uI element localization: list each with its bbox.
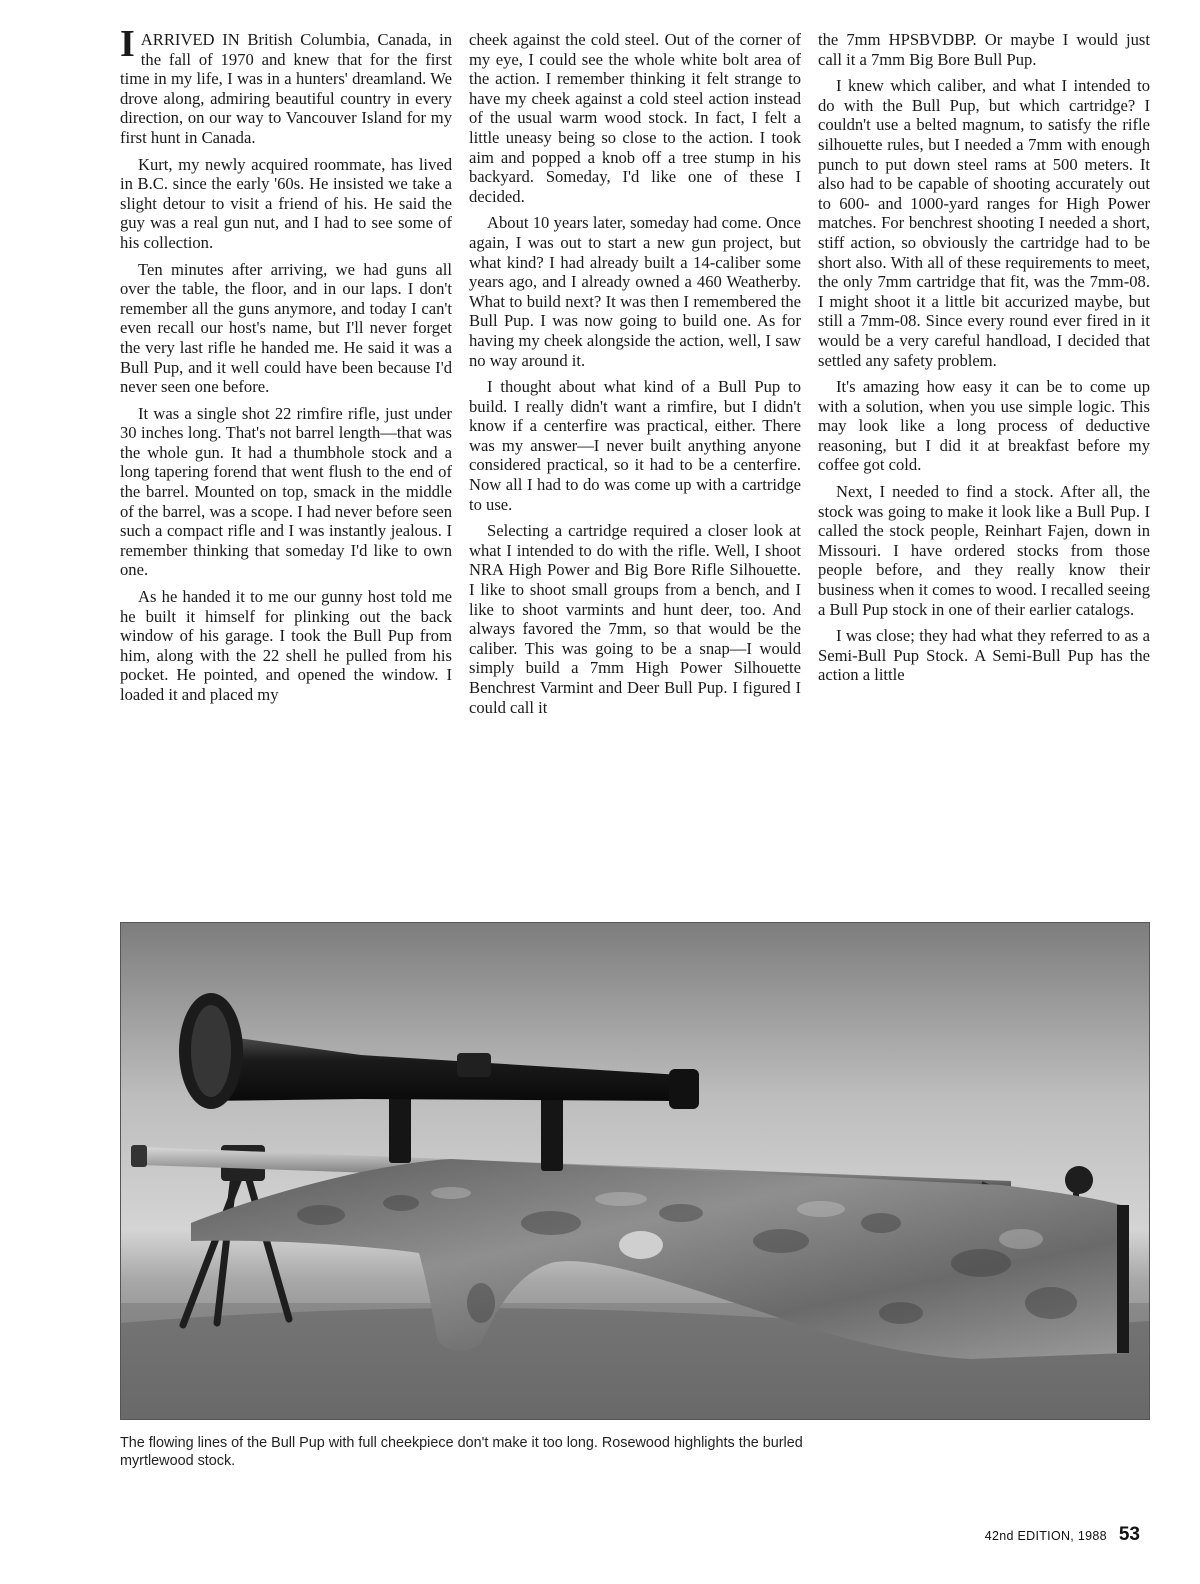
drop-cap: I — [120, 30, 135, 65]
paragraph: Selecting a cartridge required a closer look at what I intended to do with the rifle. Well, I shoot NRA High Power and Big Bore Rifle Silhouette. I like to shoot small groups from a bench, and I like to shoot varmints and hunt deer, too. And always favored the 7mm, so that would be the caliber. This was going to be a snap—I would simply build a 7mm High Power Silhouette Benchrest Varmint and Deer Bull Pup. I figured I could call it — [469, 521, 801, 717]
paragraph: the 7mm HPSBVDBP. Or maybe I would just call it a 7mm Big Bore Bull Pup. — [818, 30, 1150, 69]
photo-caption: The flowing lines of the Bull Pup with full cheekpiece don't make it too long. Rosewood highlights the burled myrtlewood stock. — [120, 1435, 803, 1469]
paragraph: Ten minutes after arriving, we had guns all over the table, the floor, and in our laps. I don't remember all the guns anymore, and today I can't even recall our host's name, but I'll never forget the very last rifle he handed me. He said it was a Bull Pup, and it well could have been because I'd never seen one before. — [120, 259, 452, 397]
bull-pup-rifle-illustration — [121, 923, 1149, 1419]
rifle-photo — [120, 922, 1150, 1420]
column-1 — [120, 30, 452, 910]
paragraph: As he handed it to me our gunny host told me he built it himself for plinking out the back window of his garage. I took the Bull Pup from him, along with the 22 shell he pulled from his pocket. He pointed, and opened the window. I loaded it and placed my — [120, 587, 452, 704]
paragraph: I thought about what kind of a Bull Pup to build. I really didn't want a rimfire, but I didn't know if a centerfire was practical, either. There was my answer—I never built anything anyone considered practical, so it had to be a centerfire. Now all I had to do was come up with a cartridge to use. — [469, 377, 801, 514]
paragraph: It was a single shot 22 rimfire rifle, just under 30 inches long. That's not barrel length—that was the whole gun. It had a thumbhole stock and a long tapering forend that went flush to the end of the barrel. Mounted on top, smack in the middle of the barrel, was a scope. I had never before seen such a compact rifle and I was instantly jealous. I remember thinking that someday I'd like to own one. — [120, 403, 452, 580]
column-3 — [818, 30, 1150, 910]
paragraph: It's amazing how easy it can be to come up with a solution, when you use simple logic. This may look like a long process of deductive reasoning, but I did it at breakfast before my coffee got cold. — [818, 377, 1150, 475]
page-number: 53 — [1118, 1524, 1140, 1545]
page-footer — [985, 1524, 1140, 1546]
edition-label: 42nd EDITION, 1988 — [984, 1529, 1107, 1543]
paragraph: I knew which caliber, and what I intended to do with the Bull Pup, but which cartridge? I couldn't use a belted magnum, to satisfy the rifle silhouette rules, but I needed a 7mm with enough punch to put down steel rams at 500 meters. It also had to be capable of shooting accurately out to 600- and 1000-yard ranges for High Power matches. For benchrest shooting I needed a short, stiff action, so obviously the cartridge had to be short also. With all of these requirements to meet, the only 7mm cartridge that fit, was the 7mm-08. I might shoot it a little bit accurized maybe, but still a 7mm-08. Since every round ever fired in it would be a very careful handload, I decided that settled any safety problem. — [818, 76, 1150, 370]
paragraph: cheek against the cold steel. Out of the corner of my eye, I could see the whole white bolt area of the action. I remember thinking it felt strange to have my cheek against a cold steel action instead of the usual warm wood stock. In fact, I felt a little uneasy being so close to the action. I took aim and popped a knob off a tree stump in his backyard. Someday, I'd like one of these I decided. — [469, 30, 801, 206]
paragraph-text: ARRIVED IN British Columbia, Canada, in the fall of 1970 and knew that for the first time in my life, I was in a hunters' dreamland. We drove along, admiring beautiful country in every direction, on our way to Vancouver Island for my first hunt in Canada. — [120, 30, 452, 147]
paragraph: Next, I needed to find a stock. After all, the stock was going to make it look like a Bull Pup. I called the stock people, Reinhart Fajen, down in Missouri. I have ordered stocks from those people before, and they really know their business when it comes to wood. I recalled seeing a Bull Pup stock in one of their earlier catalogs. — [818, 482, 1150, 619]
column-2 — [469, 30, 801, 910]
paragraph: I was close; they had what they referred to as a Semi-Bull Pup Stock. A Semi-Bull Pup has the action a little — [818, 626, 1150, 685]
article-body — [120, 30, 1150, 910]
paragraph: Kurt, my newly acquired roommate, has lived in B.C. since the early '60s. He insisted we take a slight detour to visit a friend of his. He said the guy was a real gun nut, and I had to see some of his collection. — [120, 154, 452, 252]
paragraph — [120, 30, 452, 148]
paragraph: About 10 years later, someday had come. Once again, I was out to start a new gun project, but what kind? I had already built a 14-caliber some years ago, and I already owned a 460 Weatherby. What to build next? It was then I remembered the Bull Pup. I was now going to build one. As for having my cheek alongside the action, well, I saw no way around it. — [469, 213, 801, 370]
